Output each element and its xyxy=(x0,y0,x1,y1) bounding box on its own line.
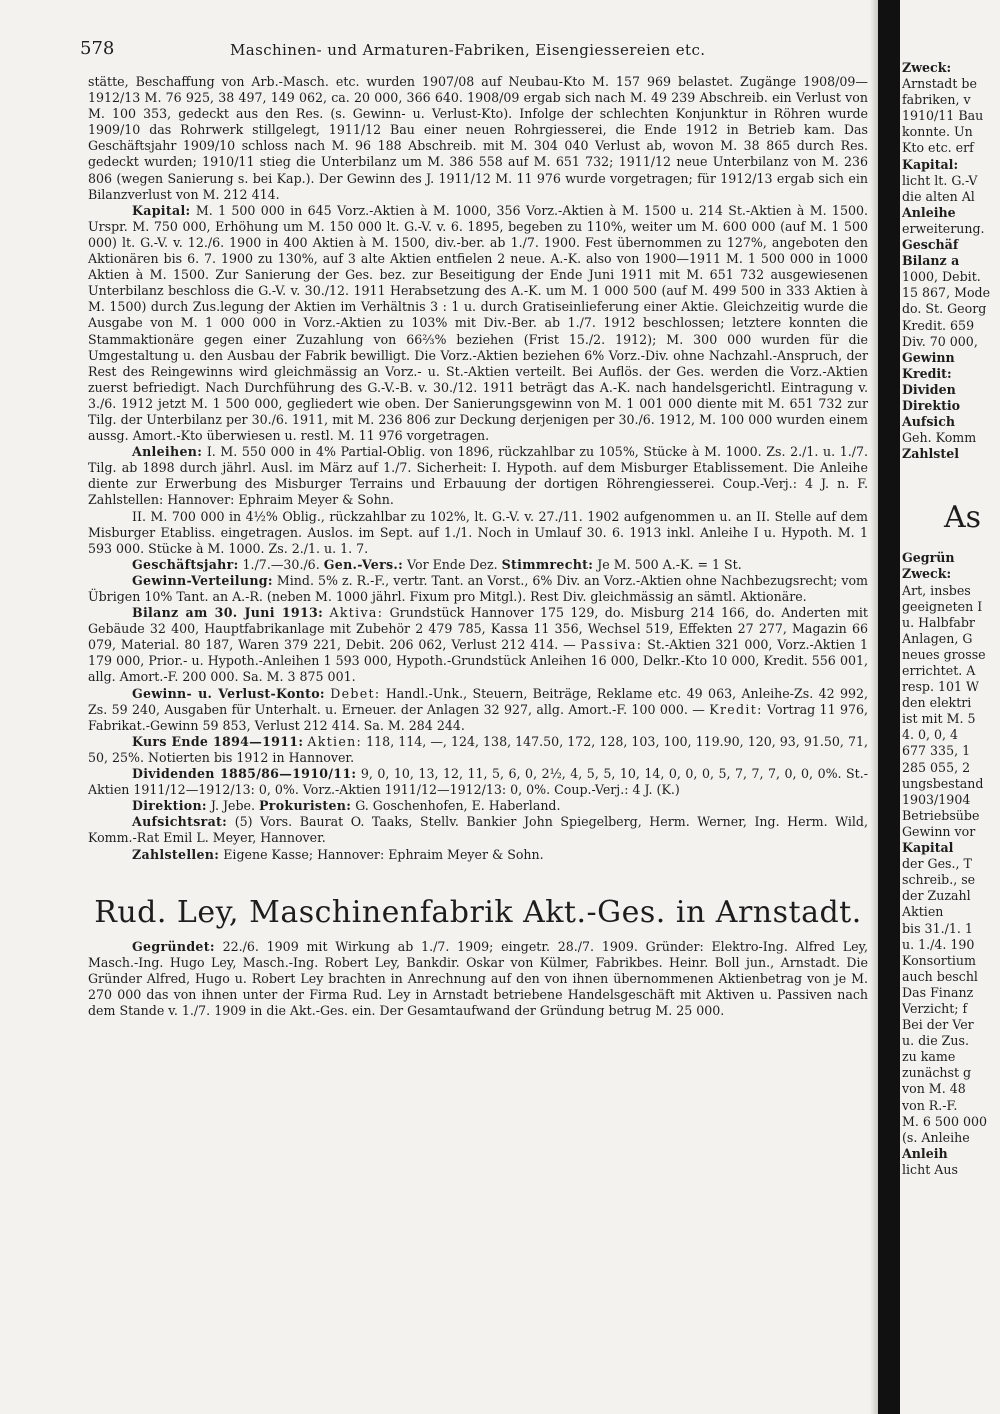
gj-label: Geschäftsjahr: xyxy=(132,556,239,572)
dividenden-label: Dividenden 1885/86—1910/11: xyxy=(132,766,357,782)
anleihen-label: Anleihen: xyxy=(132,444,203,460)
right-page-line: Anlagen, G xyxy=(902,630,973,646)
right-page-line: Kredit. 659 xyxy=(902,317,975,333)
right-page-line: u. die Zus. xyxy=(902,1033,969,1049)
gv-text: Vor Ende Dez. xyxy=(407,556,498,572)
aufsichtsrat-text: (5) Vors. Baurat O. Taaks, Stellv. Bankier John Spiegelberg, Herm. Werner, Ing. Herm. Wild, Komm.-Rat Emil L. Meyer, Hannover. xyxy=(88,814,868,846)
kredit-text: Vortrag 11 976, Fabrikat.-Gewinn 59 853, Verlust 212 414. Sa. M. 284 244. xyxy=(88,701,868,733)
gegruendet-text: 22./6. 1909 mit Wirkung ab 1./7. 1909; eingetr. 28./7. 1909. Gründer: Elektro-Ing. Alfred Ley, Masch.-Ing. Hugo Ley, Masch.-Ing. Robert Ley, Bankdir. Oskar von Külmer, Fabrikbes. Heinr. Boll jun., Arnstadt. Die Gründer Alfred, Hugo u. Robert Ley brachten in Anrechnung auf den von ihnen übernommenen Aktienbetrag von je M. 270 000 das von ihnen unter der Firma Rud. Ley in Arnstadt betriebene Handelsgeschäft mit Aktiven u. Passiven nach dem Stande v. 1./7. 1909 in die Akt.-Ges. ein. Der Gesamtaufwand der Gründung betrug M. 25 000. xyxy=(88,938,868,1018)
kurs-section xyxy=(88,734,868,766)
page-number: 578 xyxy=(80,38,115,59)
page-gutter xyxy=(878,0,900,1414)
direktion-line xyxy=(88,798,868,814)
direktion-label: Direktion: xyxy=(132,798,207,814)
kurs-text: 118, 114, —, 124, 138, 147.50, 172, 128, 103, 100, 119.90, 120, 93, 91.50, 71, 50, 25%. Notierten bis 1912 in Hannover. xyxy=(88,733,868,765)
right-page-line: Anleihe xyxy=(902,204,956,220)
kurs-label: Kurs Ende 1894—1911: xyxy=(132,733,304,749)
right-page-line: 15 867, Mode xyxy=(902,285,991,301)
stimmrecht-label: Stimmrecht: xyxy=(501,556,594,572)
right-page-line: geeigneten I xyxy=(902,598,983,614)
right-page-line: fabriken, v xyxy=(902,92,971,108)
company-title: Rud. Ley, Maschinenfabrik Akt.-Ges. in Arnstadt. xyxy=(94,894,862,930)
right-page-bottom-lines xyxy=(900,550,1000,1178)
prokuristen-label: Prokuristen: xyxy=(259,798,352,814)
right-page-line: Gegrün xyxy=(902,550,955,566)
dividenden-section xyxy=(88,766,868,798)
right-page-line: von M. 48 xyxy=(902,1081,966,1097)
bilanz-section xyxy=(88,605,868,685)
right-page-line: bis 31./1. 1 xyxy=(902,920,973,936)
dividenden-text: 9, 0, 10, 13, 12, 11, 5, 6, 0, 2½, 4, 5, 5, 10, 14, 0, 0, 0, 5, 7, 7, 7, 0, 0, 0%. St.-Aktien 1911/12—1912/13: 0, 0%. Vorz.-Aktien 1911/12—1912/13: 0, 0%. Coup.-Verj.: 4 J. (K.) xyxy=(88,766,868,798)
kurs-aktien-word: Aktien: xyxy=(307,733,363,749)
right-page-line: Gewinn xyxy=(902,349,955,365)
right-page-line: errichtet. A xyxy=(902,663,976,678)
right-page-line: Geh. Komm xyxy=(902,430,977,446)
gegruendet-section xyxy=(88,939,868,1019)
gewinn-verteilung-label: Gewinn-Verteilung: xyxy=(132,572,273,588)
right-page-line: Kto etc. erf xyxy=(902,140,974,156)
aktiva-word: Aktiva: xyxy=(329,605,384,621)
right-page-line: von R.-F. xyxy=(902,1097,958,1113)
guv-section xyxy=(88,686,868,734)
left-page xyxy=(80,28,880,1414)
right-page-line: Art, insbes xyxy=(902,582,971,598)
right-page-line: Anleih xyxy=(902,1145,948,1161)
gegruendet-label: Gegründet: xyxy=(132,938,215,954)
debet-text: Handl.-Unk., Steuern, Beiträge, Reklame etc. 49 063, Anleihe-Zs. 42 992, Zs. 59 240, Ausgaben für Unterhalt. u. Erneuer. der Anlagen 32 927, allg. Amort.-F. 100 000. — xyxy=(88,685,868,717)
anleihen-text-1: I. M. 550 000 in 4% Partial-Oblig. von 1896, rückzahlbar zu 105%, Stücke à M. 1000. Zs. 2./1. u. 1./7. Tilg. ab 1898 durch jährl. Ausl. im März auf 1./7. Sicherheit: I. Hypoth. auf dem Misburger Etablissement. Die Anleihe diente zur Erwerbung des Misburger Terrains und Erbauung der dortigen Röhrengiesserei. Coup.-Verj.: 4 J. n. F. Zahlstellen: Hannover: Ephraim Meyer & Sohn. xyxy=(88,444,868,508)
right-page-line: 285 055, 2 xyxy=(902,759,971,775)
right-page-line: der Ges., T xyxy=(902,856,972,872)
guv-label: Gewinn- u. Verlust-Konto: xyxy=(132,685,325,701)
geschaeftsjahr-line xyxy=(88,557,868,573)
right-page-line: licht lt. G.-V xyxy=(902,172,978,188)
gj-text: 1./7.—30./6. xyxy=(242,556,320,572)
right-page-line: M. 6 500 000 xyxy=(902,1113,987,1129)
right-page-line: Zweck: xyxy=(902,60,952,75)
right-page-line: auch beschl xyxy=(902,968,978,984)
right-page-line: do. St. Georg xyxy=(902,301,987,317)
right-page-line: 677 335, 1 xyxy=(902,743,971,759)
right-page-line: Zweck: xyxy=(902,566,952,582)
right-page-line: Direktio xyxy=(902,397,961,413)
direktion-text: J. Jebe. xyxy=(210,798,256,814)
right-page-line: ungsbestand xyxy=(902,775,984,791)
right-page-line: Geschäf xyxy=(902,237,959,253)
zahlstellen-label: Zahlstellen: xyxy=(132,846,220,862)
page-header xyxy=(80,28,880,62)
right-page-line: Das Finanz xyxy=(902,984,974,1000)
right-page-line: Konsortium xyxy=(902,952,976,968)
right-page-line: Dividen xyxy=(902,381,956,397)
right-page-line: resp. 101 W xyxy=(902,679,979,695)
gewinn-verteilung-text: Mind. 5% z. R.-F., vertr. Tant. an Vorst., 6% Div. an Vorz.-Aktien ohne Nachbezugsrecht; vom Übrigen 10% Tant. an A.-R. (neben M. 1000 jährl. Fixum pro Mitgl.). Rest Div. gleichmässig an sämtl. Aktionäre. xyxy=(88,572,868,604)
right-page-line: 1903/1904 xyxy=(902,791,971,807)
prokuristen-text: G. Goschenhofen, E. Haberland. xyxy=(355,798,561,814)
right-page-line: neues grosse xyxy=(902,646,986,662)
right-page-line: Gewinn vor xyxy=(902,823,976,839)
right-page-line: erweiterung. xyxy=(902,220,985,236)
main-text xyxy=(88,74,868,1019)
right-page-line: Betriebsübe xyxy=(902,807,980,823)
anleihen-section xyxy=(88,444,868,508)
right-page-line: Div. 70 000, xyxy=(902,333,978,349)
gv-label: Gen.-Vers.: xyxy=(323,556,404,572)
stimmrecht-text: Je M. 500 A.-K. = 1 St. xyxy=(597,556,742,572)
right-page-line: Aktien xyxy=(902,904,944,920)
right-page-line: zu kame xyxy=(902,1049,956,1065)
right-page-line: Kredit: xyxy=(902,365,952,381)
kapital-label: Kapital: xyxy=(132,202,191,218)
anleihen-text-2: II. M. 700 000 in 4½% Oblig., rückzahlbar zu 102%, lt. G.-V. v. 27./11. 1902 aufgenommen u. an II. Stelle auf dem Misburger Etabliss. eingetragen. Auslos. im Sept. auf 1./1. Noch in Umlauf 30. 6. 1913 inkl. Anleihe I u. Hypoth. M. 1 593 000. Stücke à M. 1000. Zs. 2./1. u. 1. 7. xyxy=(88,508,868,556)
right-page-line: Bilanz a xyxy=(902,253,960,269)
bilanz-label: Bilanz am 30. Juni 1913: xyxy=(132,605,324,621)
passiva-text: St.-Aktien 321 000, Vorz.-Aktien 1 179 000, Prior.- u. Hypoth.-Anleihen 1 593 000, Hypoth.-Grundstück Anleihen 16 000, Delkr.-Kto 10 000, Kredit. 556 001, allg. Amort.-F. 200 000. Sa. M. 3 875 001. xyxy=(88,637,868,685)
right-page-top-lines xyxy=(900,60,1000,462)
zahlstellen-section xyxy=(88,847,868,863)
kapital-section xyxy=(88,203,868,444)
right-page-line: licht Aus xyxy=(902,1161,958,1177)
right-page-line: Bei der Ver xyxy=(902,1017,974,1033)
right-page-line: (s. Anleihe xyxy=(902,1129,970,1145)
aufsichtsrat-section xyxy=(88,814,868,846)
right-page-line: Aufsich xyxy=(902,414,956,430)
right-page-line: 1000, Debit. xyxy=(902,269,981,285)
right-page-line: Kapital: xyxy=(902,156,959,172)
right-page-fragment xyxy=(900,60,1000,1414)
right-page-line: konnte. Un xyxy=(902,124,973,140)
right-page-line: Verzicht; f xyxy=(902,1000,968,1016)
right-page-line: u. 1./4. 190 xyxy=(902,936,975,952)
right-page-line: zunächst g xyxy=(902,1065,972,1081)
kapital-text: M. 1 500 000 in 645 Vorz.-Aktien à M. 1000, 356 Vorz.-Aktien à M. 1500 u. 214 St.-Aktien à M. 1500. Urspr. M. 750 000, Erhöhung um M. 150 000 lt. G.-V. v. 6. 1895, begeben zu 110%, weiter um M. 600 000 (auf M. 1 500 000) lt. G.-V. v. 12./6. 1900 in 400 Aktien à M. 1500, div.-ber. ab 1./7. 1900. Fest übernommen zu 127%, angeboten den Aktionären bis 6. 7. 1900 zu 130%, auf 3 alte Aktien entfielen 2 neue. A.-K. also von 1900—1911 M. 1 500 000 in 1000 Aktien à M. 1500. Zur Sanierung der Ges. bez. zur Beseitigung der Ende Juni 1911 mit M. 651 732 ausgewiesenen Unterbilanz beschloss die G.-V. v. 30./12. 1911 Herabsetzung des A.-K. um M. 1 000 500 (auf M. 499 500 in 333 Aktien à M. 1500) durch Zus.legung der Aktien im Verhältnis 3 : 1 u. durch Gratiseinlieferung einer Aktie. Gleichzeitig wurde die Ausgabe von M. 1 000 000 in Vorz.-Aktien zu 103% mit Div.-Ber. ab 1./7. 1912 beschlossen; letztere konnten die Stammaktionäre gegen einer Zuzahlung von 66⅔% beziehen (Frist 15./2. 1912); M. 300 000 wurden für die Umgestaltung u. den Ausbau der Fabrik bewilligt. Die Vorz.-Aktien beziehen 6% Vorz.-Div. ohne Nachzahl.-Anspruch, der Rest des Reingewinns wird gleichmässig an Vorz.- u. St.-Aktien verteilt. Bei Auflös. der Ges. werden die Vorz.-Aktien zuerst befriedigt. Nach Durchführung des G.-V.-B. v. 30./12. 1911 beträgt das A.-K. nach handelsgerichtl. Eintragung v. 3./6. 1912 jetzt M. 1 500 000, gegliedert wie oben. Der Sanierungsgewinn von M. 1 001 000 diente mit M. 651 732 zur Tilg. der Unterbilanz per 30./6. 1911, mit M. 236 806 zur Deckung derjenigen per 30./6. 1912, M. 100 000 wurden einem aussg. Amort.-Kto überwiesen u. restl. M. 11 976 vorgetragen. xyxy=(88,202,868,444)
passiva-word: Passiva: xyxy=(580,637,643,653)
right-page-line: Kapital xyxy=(902,840,954,856)
aktiva-text: Grundstück Hannover 175 129, do. Misburg 214 166, do. Anderten mit Gebäude 32 400, Hauptfabrikanlage mit Zubehör 2 479 785, Kassa 11 356, Wechsel 519, Effekten 27 277, Magazin 66 079, Material. 80 187, Waren 379 221, Debit. 206 062, Verlust 212 414. — xyxy=(88,605,868,653)
right-page-line: den elektri xyxy=(902,695,972,711)
right-page-heading-fragment: As xyxy=(944,500,982,536)
running-title: Maschinen- und Armaturen-Fabriken, Eisengiessereien etc. xyxy=(230,41,706,59)
right-page-line: Zahlstel xyxy=(902,446,959,462)
debet-word: Debet: xyxy=(330,685,381,701)
right-page-line: die alten Al xyxy=(902,188,975,204)
right-page-line: Arnstadt be xyxy=(902,76,977,92)
aufsichtsrat-label: Aufsichtsrat: xyxy=(132,814,228,830)
page-gutter-shadow xyxy=(870,0,878,1414)
right-page-line: u. Halbfabr xyxy=(902,614,975,630)
kredit-word: Kredit: xyxy=(709,701,763,717)
intro-paragraph: stätte, Beschaffung von Arb.-Masch. etc. wurden 1907/08 auf Neubau-Kto M. 157 969 belastet. Zugänge 1908/09—1912/13 M. 76 925, 38 497, 149 062, ca. 20 000, 366 640. 1908/09 ergab sich nach M. 49 239 Abschreib. ein Verlust von M. 100 353, gedeckt aus den Res. (s. Gewinn- u. Verlust-Kto). Infolge der schlechten Konjunktur in Röhren wurde 1909/10 das Rohrwerk stillgelegt, 1911/12 Bau einer neuen Rohrgiesserei, die Ende 1912 in Betrieb kam. Das Geschäftsjahr 1909/10 schloss nach M. 96 188 Abschreib. mit M. 304 040 Verlust ab, wovon M. 38 865 durch Res. gedeckt wurden; 1910/11 stieg die Unterbilanz um M. 386 558 auf M. 651 732; 1911/12 neue Unterbilanz von M. 236 806 (wegen Sanierung s. bei Kap.). Der Gewinn des J. 1911/12 M. 11 976 wurde vorgetragen; für 1912/13 ergab sich ein Bilanzverlust von M. 212 414. xyxy=(88,74,868,202)
right-page-line: der Zuzahl xyxy=(902,888,971,904)
right-page-line: ist mit M. 5 xyxy=(902,711,976,727)
gewinn-verteilung-section xyxy=(88,573,868,605)
right-page-line: 4. 0, 0, 4 xyxy=(902,727,959,743)
zahlstellen-text: Eigene Kasse; Hannover: Ephraim Meyer & Sohn. xyxy=(223,846,544,862)
right-page-line: 1910/11 Bau xyxy=(902,108,984,124)
right-page-line: schreib., se xyxy=(902,872,976,888)
